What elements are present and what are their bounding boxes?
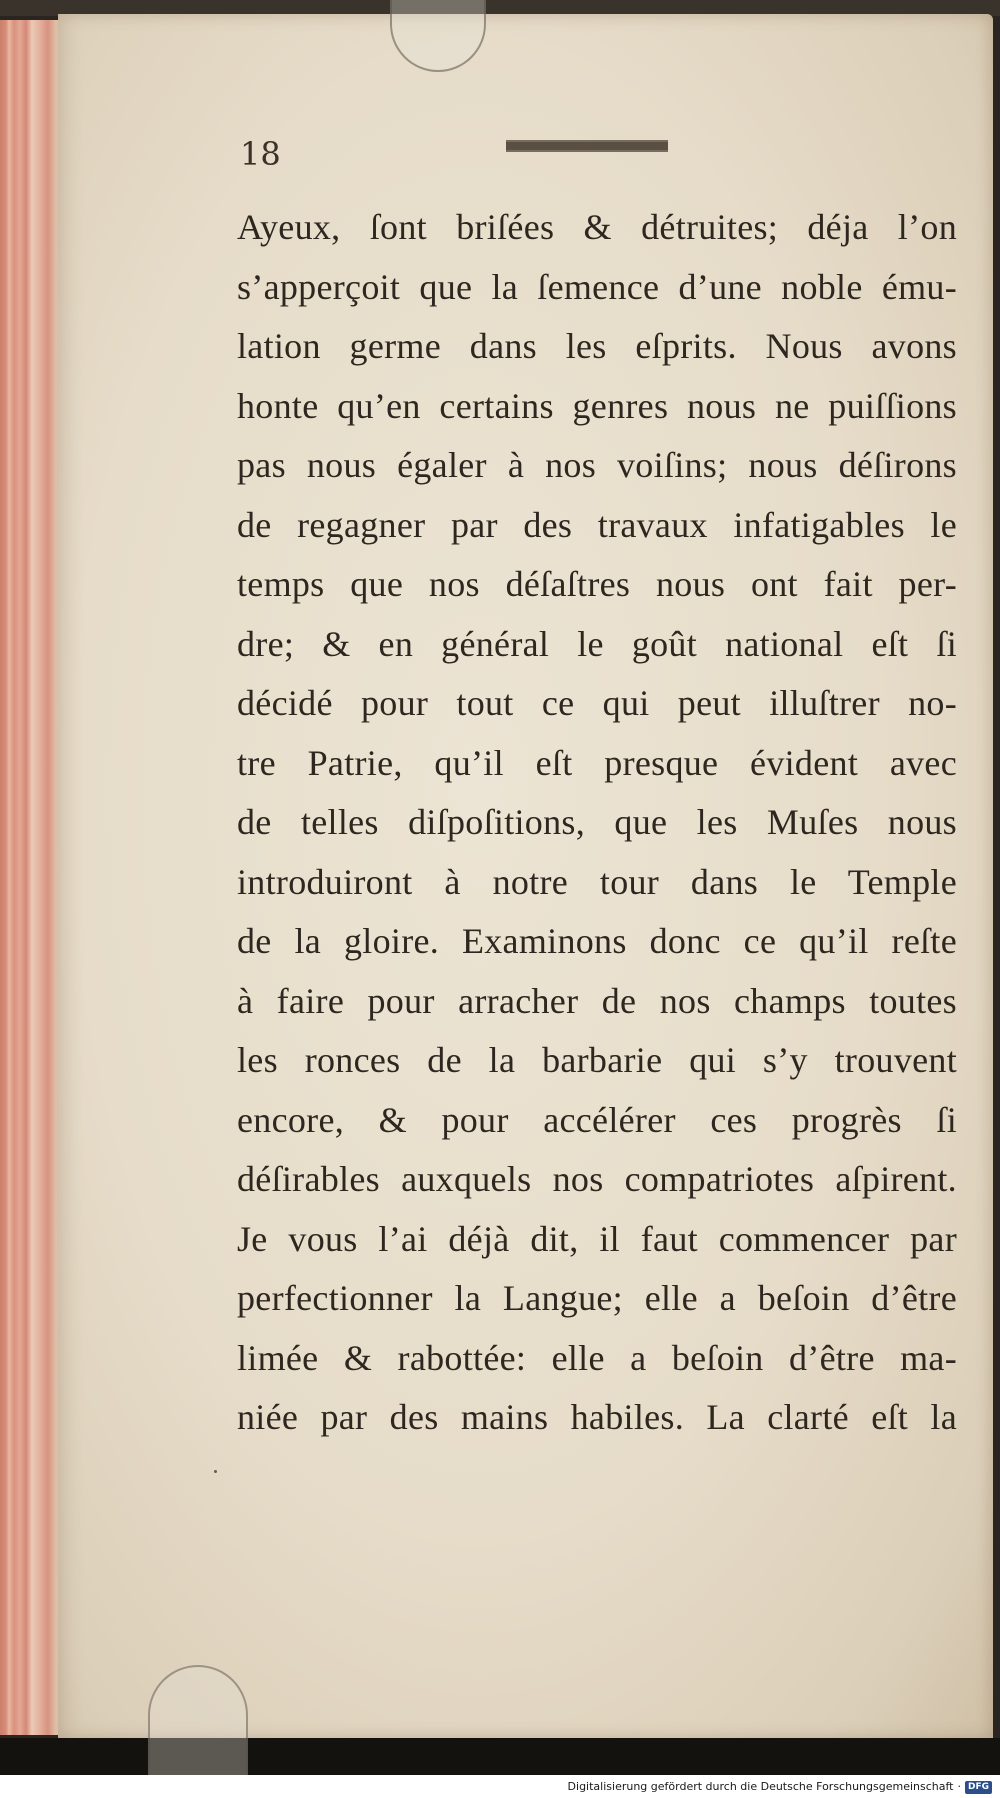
text-line: tre Patrie, qu’il eſt presque évident avec <box>237 742 957 783</box>
header-ornament-rule <box>506 140 668 152</box>
ink-speck <box>214 1470 217 1473</box>
text-line: s’apperçoit que la ſemence d’une noble ému- <box>237 266 957 307</box>
text-line: honte qu’en certains genres nous ne puiſſions <box>237 385 957 426</box>
text-line: de telles diſpoſitions, que les Muſes nous <box>237 802 957 842</box>
digitization-credit: Digitalisierung gefördert durch die Deutsche Forschungsgemeinschaft · DFG <box>562 1776 992 1798</box>
page-number: 18 <box>240 135 281 173</box>
text-line: de la gloire. Examinons donc ce qu’il reſte <box>237 921 957 961</box>
text-line: limée & rabottée: elle a beſoin d’être ma- <box>237 1337 957 1378</box>
text-line: lation germe dans les eſprits. Nous avons <box>237 326 957 366</box>
text-line: Je vous l’ai déjà dit, il faut commencer par <box>237 1218 957 1259</box>
text-line: les ronces de la barbarie qui s’y trouvent <box>237 1040 957 1080</box>
credit-text: Digitalisierung gefördert durch die Deutsche Forschungsgemeinschaft <box>567 1780 954 1793</box>
book-page-edges <box>0 20 62 1735</box>
text-line: pas nous égaler à nos voiſins; nous déſirons <box>237 445 957 485</box>
body-text <box>237 198 957 1448</box>
text-line: niée par des mains habiles. La clarté eſt la <box>237 1397 957 1437</box>
text-line: temps que nos déſaſtres nous ont fait per- <box>237 564 957 604</box>
text-line: déſirables auxquels nos compatriotes aſpirent. <box>237 1159 957 1199</box>
text-line: Ayeux, ſont briſées & détruites; déja l’on <box>237 207 957 247</box>
text-line: introduiront à notre tour dans le Temple <box>237 861 957 902</box>
text-line: perfectionner la Langue; elle a beſoin d’être <box>237 1278 957 1318</box>
text-line: décidé pour tout ce qui peut illuſtrer no- <box>237 683 957 723</box>
text-line: encore, & pour accélérer ces progrès ſi <box>237 1099 957 1140</box>
book-clip-bottom <box>148 1665 248 1777</box>
text-line: dre; & en général le goût national eſt ſi <box>237 623 957 664</box>
dfg-logo-icon: DFG <box>965 1781 992 1794</box>
text-line: de regagner par des travaux infatigables le <box>237 504 957 545</box>
text-line: à faire pour arracher de nos champs toutes <box>237 980 957 1021</box>
